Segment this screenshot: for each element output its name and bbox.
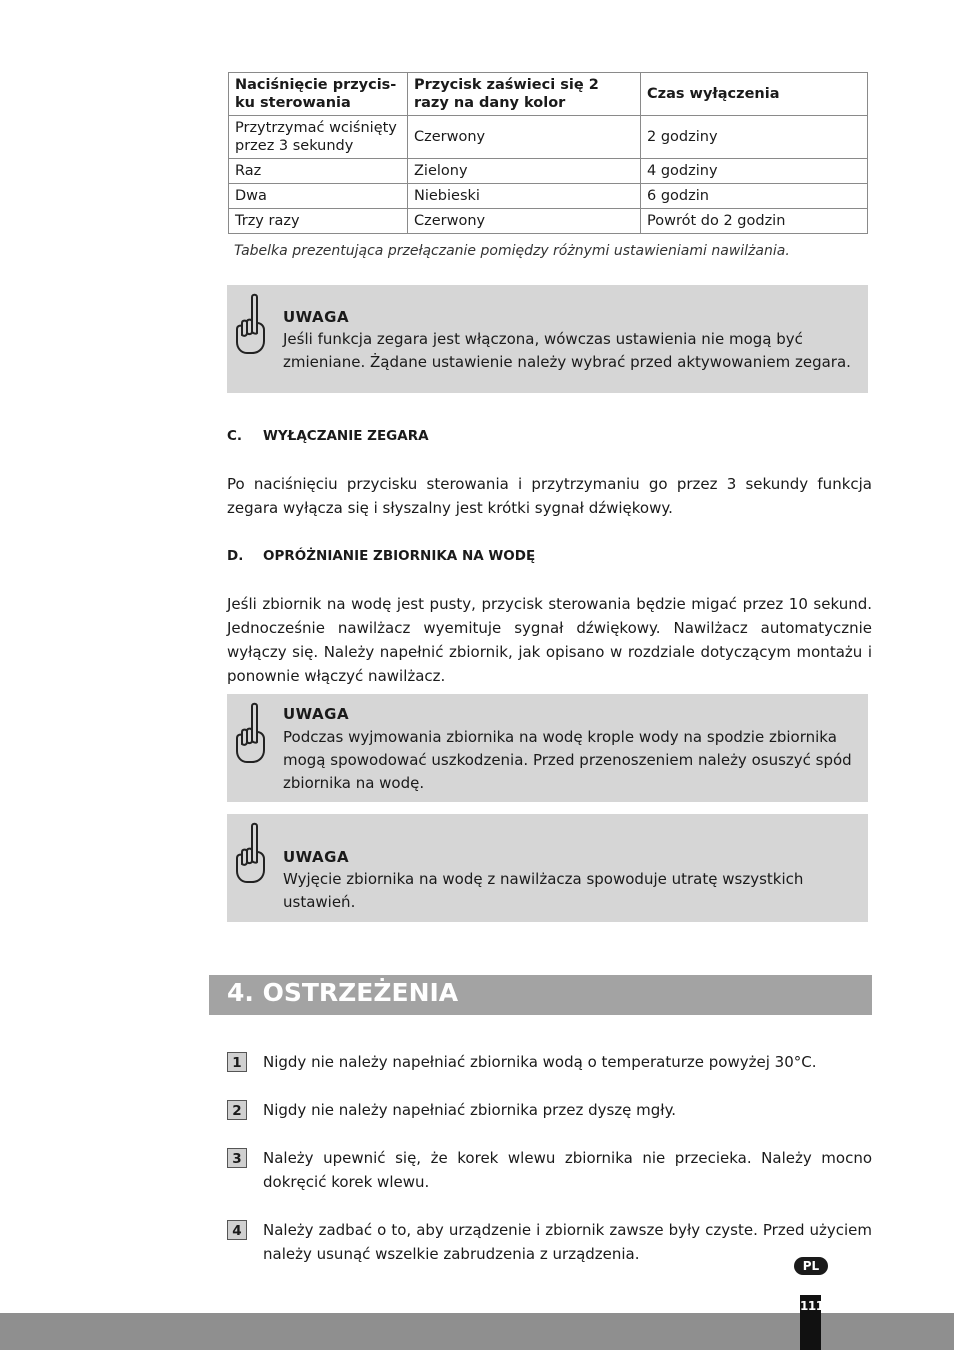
- table-row: [229, 209, 868, 234]
- note-box: [227, 285, 868, 393]
- note-text: Wyjęcie zbiornika na wodę z nawilżacza spowoduje utratę wszystkich ustawień.: [283, 870, 804, 911]
- warning-item: Nigdy nie należy napełniać zbiornika przez dyszę mgły.: [263, 1101, 677, 1119]
- warning-number-badge: 1: [227, 1052, 247, 1072]
- section-letter: D.: [227, 548, 244, 564]
- note-title: UWAGA: [283, 308, 350, 326]
- chapter-banner: [209, 975, 872, 1015]
- table-cell: Przytrzymać wciśnięty przez 3 sekundy: [229, 116, 408, 159]
- section-paragraph: Jeśli zbiornik na wodę jest pusty, przycisk sterowania będzie migać przez 10 sekund. Jednocześnie nawilżacz wyemituje sygnał dźwiękowy. Nawilżacz automatycznie wyłączy się. Należy napełnić zbiornik, jak opisano w rozdziale dotyczącym montażu i ponownie włączyć nawilżacz.: [227, 595, 872, 685]
- warning-item: Należy upewnić się, że korek wlewu zbiornika nie przecieka. Należy mocno dokręcić korek wlewu.: [263, 1149, 872, 1191]
- table-header-row: [229, 73, 868, 116]
- note-title: UWAGA: [283, 848, 350, 866]
- table-header-cell: Czas wyłączenia: [641, 73, 868, 116]
- warning-number-badge: 2: [227, 1100, 247, 1120]
- note-box: [227, 814, 868, 922]
- table-cell: Powrót do 2 godzin: [641, 209, 868, 234]
- table-row: [229, 184, 868, 209]
- table-row: [229, 159, 868, 184]
- table-cell: 4 godziny: [641, 159, 868, 184]
- pointing-hand-icon: [233, 822, 267, 884]
- section-title: WYŁĄCZANIE ZEGARA: [263, 428, 429, 444]
- table-header-cell: Naciśnięcie przycis-ku sterowania: [229, 73, 408, 116]
- table-cell: 6 godzin: [641, 184, 868, 209]
- section-heading: [227, 548, 535, 564]
- pointing-hand-icon: [233, 293, 267, 355]
- section-letter: C.: [227, 428, 243, 444]
- section-title: OPRÓŻNIANIE ZBIORNIKA NA WODĘ: [263, 548, 536, 564]
- table-cell: Niebieski: [408, 184, 641, 209]
- table-cell: Czerwony: [408, 209, 641, 234]
- page-number: 111: [800, 1299, 824, 1313]
- timer-table: [228, 72, 868, 234]
- table-row: [229, 116, 868, 159]
- pointing-hand-icon: [233, 702, 267, 764]
- section-paragraph: Po naciśnięciu przycisku sterowania i przytrzymaniu go przez 3 sekundy funkcja zegara wyłącza się i słyszalny jest krótki sygnał dźwiękowy.: [227, 475, 872, 517]
- language-badge: PL: [794, 1257, 828, 1275]
- note-title: UWAGA: [283, 705, 350, 723]
- note-text: Jeśli funkcja zegara jest włączona, wówczas ustawienia nie mogą być zmieniane. Żądane ustawienie należy wybrać przed aktywowaniem zegara.: [283, 330, 851, 371]
- section-heading: [227, 428, 429, 444]
- table-cell: Dwa: [229, 184, 408, 209]
- note-text: Podczas wyjmowania zbiornika na wodę krople wody na spodzie zbiornika mogą spowodować uszkodzenia. Przed przenoszeniem należy osuszyć spód zbiornika na wodę.: [283, 728, 852, 792]
- table-header-cell: Przycisk zaświeci się 2 razy na dany kolor: [408, 73, 641, 116]
- table-caption: Tabelka prezentująca przełączanie pomiędzy różnymi ustawieniami nawilżania.: [234, 243, 790, 259]
- table-cell: Trzy razy: [229, 209, 408, 234]
- warning-number-badge: 3: [227, 1148, 247, 1168]
- warning-item: Nigdy nie należy napełniać zbiornika wodą o temperaturze powyżej 30°C.: [263, 1053, 817, 1071]
- table-cell: Raz: [229, 159, 408, 184]
- table-cell: Zielony: [408, 159, 641, 184]
- warning-item: Należy zadbać o to, aby urządzenie i zbiornik zawsze były czyste. Przed użyciem należy usunąć wszelkie zabrudzenia z urządzenia.: [263, 1221, 872, 1263]
- note-box: [227, 694, 868, 802]
- table-cell: Czerwony: [408, 116, 641, 159]
- chapter-title: 4. OSTRZEŻENIA: [227, 978, 459, 1007]
- table-cell: 2 godziny: [641, 116, 868, 159]
- warning-number-badge: 4: [227, 1220, 247, 1240]
